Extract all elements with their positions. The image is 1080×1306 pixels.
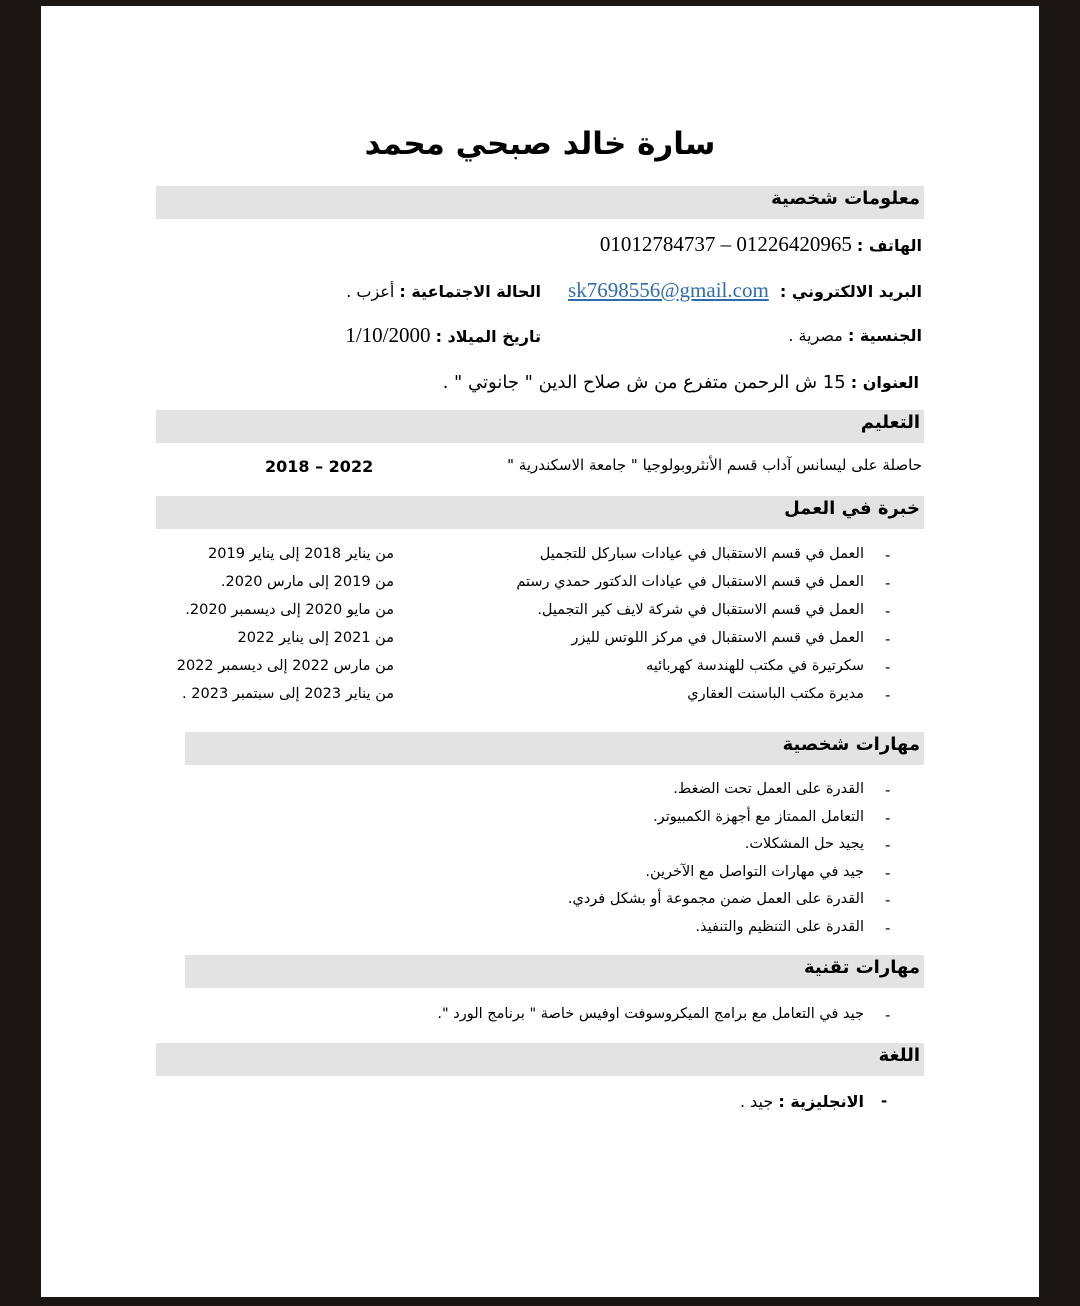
email-label: البريد الالكتروني : xyxy=(779,282,922,301)
experience-period: من يناير 2023 إلى سبتمبر 2023 . xyxy=(182,686,394,702)
birth-label: تاريخ الميلاد : xyxy=(435,327,541,346)
experience-period: من مارس 2022 إلى ديسمبر 2022 xyxy=(176,658,394,674)
experience-bullet: - xyxy=(885,574,891,592)
experience-job: العمل في قسم الاستقبال في شركة لايف كير التجميل. xyxy=(537,602,864,618)
phone-label: الهاتف : xyxy=(856,236,922,255)
experience-bullet: - xyxy=(885,630,891,648)
experience-bullet: - xyxy=(885,546,891,564)
nationality-row xyxy=(788,326,922,345)
email-link[interactable]: sk7698556@gmail.com xyxy=(568,278,769,302)
section-tech-skills-title: مهارات تقنية xyxy=(804,957,920,978)
section-language-title: اللغة xyxy=(878,1045,920,1066)
soft-skill-item: القدرة على العمل تحت الضغط. xyxy=(673,781,864,797)
experience-period: من 2021 إلى يناير 2022 xyxy=(237,630,394,646)
experience-job: مديرة مكتب الباسنت العقاري xyxy=(687,686,864,702)
section-language-header xyxy=(156,1043,924,1076)
marital-value: أعزب . xyxy=(346,282,395,301)
birth-row xyxy=(345,323,541,348)
section-tech-skills-header xyxy=(185,955,924,988)
soft-skill-item: يجيد حل المشكلات. xyxy=(744,836,864,852)
soft-skill-item: القدرة على العمل ضمن مجموعة أو بشكل فردي. xyxy=(567,891,864,907)
address-label: العنوان : xyxy=(850,373,919,392)
soft-skill-bullet: - xyxy=(885,808,891,827)
address-row xyxy=(443,372,919,393)
phone-value: 01012784737 – 01226420965 xyxy=(599,232,852,256)
experience-job: العمل في قسم الاستقبال في عيادات سباركل للتجميل xyxy=(539,546,864,562)
experience-job: العمل في قسم الاستقبال في مركز اللوتس لليزر xyxy=(571,630,864,646)
experience-period: من يناير 2018 إلى يناير 2019 xyxy=(208,546,394,562)
soft-skill-item: القدرة على التنظيم والتنفيذ. xyxy=(695,918,864,935)
section-experience-header xyxy=(156,496,924,529)
section-personal-header xyxy=(156,186,924,219)
experience-period: من 2019 إلى مارس 2020. xyxy=(220,574,394,590)
section-personal-title: معلومات شخصية xyxy=(771,188,920,209)
section-experience-title: خبرة في العمل xyxy=(784,498,920,519)
soft-skill-item: التعامل الممتاز مع أجهزة الكمبيوتر. xyxy=(653,808,864,825)
experience-job: سكرتيرة في مكتب للهندسة كهربائيه xyxy=(645,658,864,674)
education-degree: حاصلة على ليسانس آداب قسم الأنثروبولوجيا " جامعة الاسكندرية " xyxy=(507,456,922,474)
nationality-label: الجنسية : xyxy=(847,326,922,345)
nationality-value: مصرية . xyxy=(788,326,843,345)
section-education-header xyxy=(156,410,924,443)
marital-label: الحالة الاجتماعية : xyxy=(399,282,541,301)
resume-page xyxy=(41,6,1039,1297)
experience-period: من مايو 2020 إلى ديسمبر 2020. xyxy=(185,602,394,618)
soft-skill-item: جيد في مهارات التواصل مع الآخرين. xyxy=(645,863,864,880)
email-row xyxy=(568,278,922,303)
experience-job: العمل في قسم الاستقبال في عيادات الدكتور حمدي رستم xyxy=(516,574,864,590)
marital-row xyxy=(346,282,541,301)
section-soft-skills-title: مهارات شخصية xyxy=(782,734,920,755)
language-bullet: - xyxy=(881,1092,888,1110)
soft-skill-bullet: - xyxy=(885,891,891,909)
tech-skill-item: جيد في التعامل مع برامج الميكروسوفت اوفيس خاصة " برنامج الورد ". xyxy=(437,1006,864,1022)
education-years: 2018 – 2022 xyxy=(265,457,374,476)
soft-skill-bullet: - xyxy=(885,781,891,799)
resume-name: سارة خالد صبحي محمد xyxy=(364,126,716,162)
language-label: الانجليزية : xyxy=(778,1092,864,1111)
language-row xyxy=(740,1092,864,1111)
experience-bullet: - xyxy=(885,658,891,676)
soft-skill-bullet: - xyxy=(885,863,891,882)
tech-skill-bullet: - xyxy=(885,1006,891,1024)
soft-skill-bullet: - xyxy=(885,836,891,854)
language-value: جيد . xyxy=(739,1092,774,1111)
soft-skill-bullet: - xyxy=(885,918,891,937)
experience-bullet: - xyxy=(885,686,891,704)
phone-row xyxy=(600,232,922,257)
birth-value: 1/10/2000 xyxy=(345,323,431,347)
section-education-title: التعليم xyxy=(860,412,920,433)
experience-bullet: - xyxy=(885,602,891,620)
section-soft-skills-header xyxy=(185,732,924,765)
address-value: 15 ش الرحمن متفرع من ش صلاح الدين " جانوتي " . xyxy=(442,372,846,393)
